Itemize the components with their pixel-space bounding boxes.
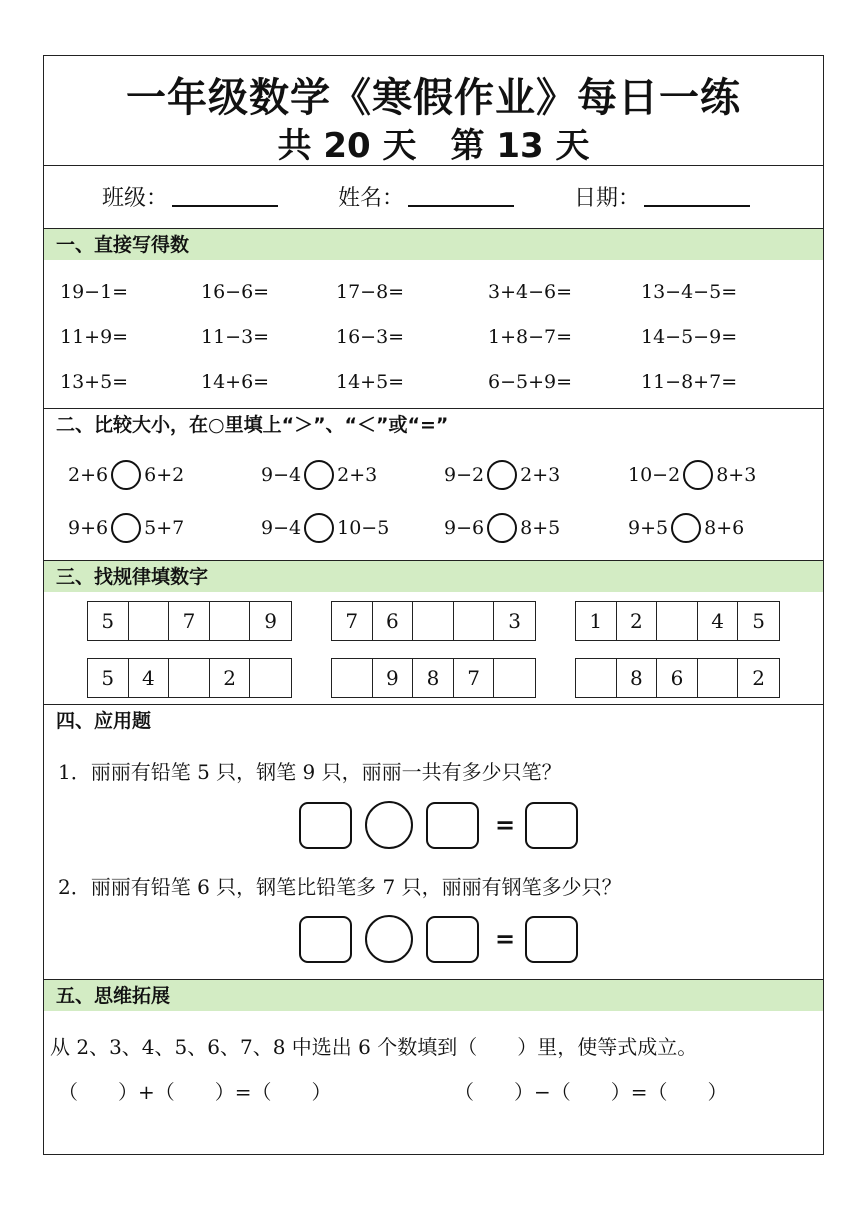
sequence-cell[interactable] [169, 659, 210, 697]
sequence-cell: 8 [617, 659, 658, 697]
equation: 14+5= [336, 371, 405, 393]
addition-blanks[interactable]: （ ）+（ ）=（ ） [58, 1080, 332, 1104]
equation: 14+6= [201, 371, 270, 393]
compare-circle[interactable] [111, 513, 141, 543]
sequence-cell: 9 [373, 659, 414, 697]
worksheet [43, 55, 824, 1155]
equation: 16−6= [201, 281, 270, 303]
answer-box[interactable] [299, 802, 352, 849]
sequence-cell[interactable] [576, 659, 617, 697]
equation: 13−4−5= [641, 281, 738, 303]
compare-left: 2+6 [68, 464, 109, 486]
sequence-cell: 9 [264, 609, 278, 633]
sequence-cell: 2 [617, 602, 658, 640]
equation: 6−5+9= [488, 371, 573, 393]
number-sequence [87, 601, 292, 641]
title-area [44, 56, 823, 166]
number-sequence [331, 601, 536, 641]
date-label: 日期： [574, 186, 641, 211]
sequence-cell[interactable] [250, 659, 291, 697]
compare-right: 8+3 [716, 464, 757, 486]
number-sequence [87, 658, 292, 698]
equation: 11+9= [60, 326, 129, 348]
extension-problem: 从 2、3、4、5、6、7、8 中选出 6 个数填到（ ）里，使等式成立。 [50, 1035, 698, 1059]
compare-item [261, 460, 377, 490]
equation: 14−5−9= [641, 326, 738, 348]
compare-item [628, 460, 756, 490]
equation: 19−1= [60, 281, 129, 303]
section5-heading: 五、思维拓展 [44, 979, 823, 1011]
equation: 3+4−6= [488, 281, 573, 303]
date-field[interactable] [574, 181, 750, 212]
sequence-cell: 8 [413, 659, 454, 697]
sequence-cell: 6 [657, 659, 698, 697]
sequence-cell: 5 [752, 609, 766, 633]
section1-heading: 一、直接写得数 [44, 228, 823, 260]
compare-left: 9−2 [444, 464, 485, 486]
sequence-cell[interactable] [698, 659, 739, 697]
answer-box[interactable] [426, 802, 479, 849]
sequence-cell: 5 [88, 659, 129, 697]
equation: 16−3= [336, 326, 405, 348]
compare-left: 9+6 [68, 517, 109, 539]
subtraction-blanks[interactable]: （ ）−（ ）=（ ） [454, 1080, 728, 1104]
compare-left: 10−2 [628, 464, 681, 486]
equals-sign: = [495, 925, 516, 953]
equals-sign: = [495, 811, 516, 839]
equation: 11−3= [201, 326, 270, 348]
sequence-cell[interactable] [210, 602, 251, 640]
compare-right: 8+5 [520, 517, 561, 539]
section2-heading: 二、比较大小，在○里填上“＞”、“＜”或“=” [44, 408, 823, 440]
sequence-cell: 2 [210, 659, 251, 697]
compare-item [68, 513, 184, 543]
sequence-cell[interactable] [413, 602, 454, 640]
sequence-cell: 7 [332, 602, 373, 640]
compare-left: 9−6 [444, 517, 485, 539]
compare-right: 5+7 [144, 517, 185, 539]
number-sequence [331, 658, 536, 698]
name-label: 姓名： [338, 186, 405, 211]
sequence-cell[interactable] [657, 602, 698, 640]
compare-right: 8+6 [704, 517, 745, 539]
compare-right: 10−5 [337, 517, 390, 539]
number-sequence [575, 658, 780, 698]
compare-item [628, 513, 744, 543]
answer-box[interactable] [426, 916, 479, 963]
compare-circle[interactable] [111, 460, 141, 490]
sequence-cell[interactable] [454, 602, 495, 640]
worksheet-title: 一年级数学《寒假作业》每日一练 [126, 75, 741, 121]
class-blank[interactable] [172, 187, 278, 207]
equation: 17−8= [336, 281, 405, 303]
answer-box[interactable] [525, 916, 578, 963]
compare-item [444, 513, 560, 543]
sequence-cell: 5 [88, 602, 129, 640]
sequence-cell: 6 [373, 602, 414, 640]
compare-circle[interactable] [487, 513, 517, 543]
operator-circle[interactable] [365, 801, 413, 849]
class-field[interactable] [102, 181, 278, 212]
date-blank[interactable] [644, 187, 750, 207]
class-label: 班级： [102, 186, 169, 211]
section3-heading: 三、找规律填数字 [44, 560, 823, 592]
compare-left: 9+5 [628, 517, 669, 539]
compare-circle[interactable] [683, 460, 713, 490]
sequence-cell: 4 [698, 602, 739, 640]
day-counter: 共 20 天 第 13 天 [277, 126, 590, 166]
compare-circle[interactable] [304, 513, 334, 543]
word-problem-2: 2．丽丽有铅笔 6 只，钢笔比铅笔多 7 只，丽丽有钢笔多少只？ [58, 875, 622, 899]
compare-left: 9−4 [261, 464, 302, 486]
compare-circle[interactable] [304, 460, 334, 490]
equation: 1+8−7= [488, 326, 573, 348]
compare-right: 2+3 [520, 464, 561, 486]
answer-row-1 [299, 801, 578, 849]
compare-circle[interactable] [487, 460, 517, 490]
sequence-cell: 2 [752, 666, 766, 690]
name-field[interactable] [338, 181, 514, 212]
number-sequence [575, 601, 780, 641]
compare-right: 2+3 [337, 464, 378, 486]
compare-item [68, 460, 184, 490]
section4-heading: 四、应用题 [44, 704, 823, 736]
equation: 13+5= [60, 371, 129, 393]
sequence-cell: 1 [576, 602, 617, 640]
sequence-cell: 7 [454, 659, 495, 697]
answer-row-2 [299, 915, 578, 963]
sequence-cell[interactable] [332, 659, 373, 697]
word-problem-1: 1．丽丽有铅笔 5 只，钢笔 9 只，丽丽一共有多少只笔？ [58, 760, 562, 784]
answer-box[interactable] [525, 802, 578, 849]
compare-item [261, 513, 389, 543]
sequence-cell: 4 [129, 659, 170, 697]
sequence-cell: 7 [169, 602, 210, 640]
sequence-cell[interactable] [129, 602, 170, 640]
equation: 11−8+7= [641, 371, 738, 393]
compare-item [444, 460, 560, 490]
name-blank[interactable] [408, 187, 514, 207]
answer-box[interactable] [299, 916, 352, 963]
compare-circle[interactable] [671, 513, 701, 543]
sequence-cell[interactable] [494, 659, 535, 697]
operator-circle[interactable] [365, 915, 413, 963]
compare-right: 6+2 [144, 464, 185, 486]
compare-left: 9−4 [261, 517, 302, 539]
sequence-cell: 3 [508, 609, 522, 633]
